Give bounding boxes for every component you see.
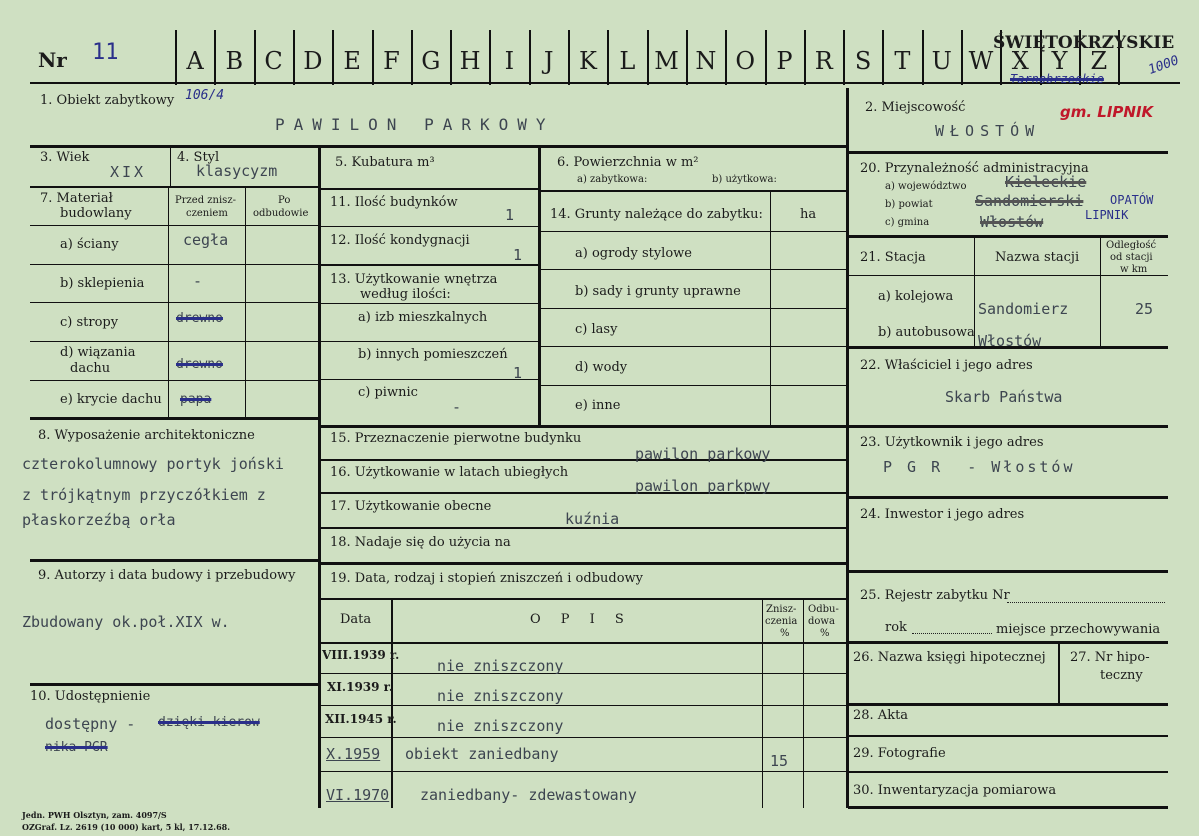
f19-row-1-desc: nie zniszczony (437, 657, 564, 675)
letter-divider (175, 30, 177, 85)
f10-label: 10. Udostępnienie (30, 689, 151, 704)
f13-c-value: - (452, 398, 462, 416)
f7-row-d-value: drewno (176, 357, 223, 372)
f6-a: a) zabytkowa: (577, 174, 648, 185)
f1-ref: 106/4 (185, 88, 225, 103)
letter-divider (725, 30, 727, 85)
f17-value: kuźnia (565, 510, 620, 528)
letter-divider (529, 30, 531, 85)
letter-divider (882, 30, 884, 85)
f7-col-before-1: Przed znisz- (175, 195, 236, 206)
f1-label: 1. Obiekt zabytkowy (40, 93, 175, 108)
divider-middle (538, 145, 541, 425)
f11-label: 11. Ilość budynków (330, 195, 458, 210)
f2-note: gm. LIPNIK (1060, 103, 1154, 121)
f7-row-c-label: c) stropy (60, 315, 119, 330)
f20-gm-note: LIPNIK (1085, 208, 1129, 222)
f20-woj-value: Kieleckie (1005, 173, 1087, 191)
f8-line-2: z trójkątnym przyczółkiem z (22, 486, 266, 504)
f7-col-after-1: Po (278, 195, 291, 206)
letter-divider (489, 30, 491, 85)
f19-col-znisz-2: czenia (765, 616, 798, 627)
letter-tab-l: L (619, 47, 636, 75)
f7-col-after-2: odbudowie (253, 208, 309, 219)
f21-col-dist-2: od stacji (1110, 252, 1153, 263)
f20-pow-note: OPATÓW (1110, 193, 1154, 207)
f19-col-odbu-1: Odbu- (808, 604, 839, 615)
f7-row-e-value: papa (180, 392, 212, 407)
letter-divider (568, 30, 570, 85)
f17-label: 17. Użytkowanie obecne (330, 499, 492, 514)
f14-item-d: d) wody (575, 360, 628, 375)
f19-row-5-date: VI.1970 (326, 786, 390, 804)
f26-label: 26. Nazwa księgi hipotecznej (853, 650, 1046, 665)
f19-row-4-desc: obiekt zaniedbany (405, 745, 559, 763)
f14-item-a: a) ogrody stylowe (575, 246, 692, 261)
f19-col-znisz-3: % (780, 628, 790, 639)
f19-col-znisz-1: Znisz- (766, 604, 797, 615)
f5-label: 5. Kubatura m³ (335, 155, 435, 170)
letter-divider (765, 30, 767, 85)
letter-tab-o: O (735, 47, 756, 75)
f6-b: b) użytkowa: (712, 174, 777, 185)
region-name: ŚWIĘTOKRZYSKIE (993, 33, 1175, 53)
letter-tab-a: A (186, 47, 204, 75)
f15-label: 15. Przeznaczenie pierwotne budynku (330, 431, 582, 446)
f7-row-e-label: e) krycie dachu (60, 392, 162, 407)
f16-label: 16. Użytkowanie w latach ubiegłych (330, 465, 569, 480)
f21-bus-name: Włostów (978, 332, 1042, 350)
letter-tab-x: X (1011, 47, 1029, 75)
f13-a: a) izb mieszkalnych (358, 310, 488, 325)
f21-bus-label: b) autobusowa (878, 325, 975, 340)
f1-value: PAWILON PARKOWY (275, 115, 555, 134)
f25-nr-dots (1007, 602, 1165, 603)
f7-label-2: budowlany (60, 206, 132, 221)
divider-right (846, 88, 849, 808)
f9-label: 9. Autorzy i data budowy i przebudowy (38, 568, 296, 583)
letter-divider (372, 30, 374, 85)
f23-label: 23. Użytkownik i jego adres (860, 435, 1044, 450)
f13-b-value: 1 (513, 364, 523, 382)
f20-gm-label: c) gmina (885, 217, 930, 228)
f21-col-dist-3: w km (1120, 264, 1148, 275)
letter-tab-u: U (931, 47, 952, 75)
f7-row-c-value: drewno (176, 311, 223, 326)
f14-item-c: c) lasy (575, 322, 618, 337)
letter-divider (607, 30, 609, 85)
f10-value: dostępny - (45, 715, 136, 733)
f13-label-2: według ilości: (360, 287, 451, 302)
f25-miejsce: miejsce przechowywania (996, 622, 1161, 637)
f22-value: Skarb Państwa (945, 388, 1063, 406)
f19-row-4-date: X.1959 (326, 745, 381, 763)
header-rule (30, 82, 1180, 84)
f19-col-odbu-2: dowa (808, 616, 835, 627)
f7-label-1: 7. Materiał (40, 191, 113, 206)
letter-tab-k: K (579, 47, 597, 75)
f19-col-opis: O P I S (530, 612, 632, 627)
letter-tab-s: S (854, 47, 872, 75)
f8-label: 8. Wyposażenie architektoniczne (38, 428, 255, 443)
f19-row-2-date: XI.1939 r. (327, 680, 394, 694)
letter-tab-w: W (968, 47, 994, 75)
f16-value: pawilon parkpwy (635, 477, 771, 495)
letter-tab-h: H (459, 47, 481, 75)
f14-item-e: e) inne (575, 398, 621, 413)
f18-label: 18. Nadaje się do użycia na (330, 535, 511, 550)
f10-struck-1: dzięki kierow (158, 715, 260, 730)
f8-line-3: płaskorzeźbą orła (22, 511, 176, 529)
f7-row-a-label: a) ściany (60, 237, 119, 252)
f14-label: 14. Grunty należące do zabytku: (550, 207, 763, 222)
f13-label-1: 13. Użytkowanie wnętrza (330, 272, 498, 287)
letter-tab-c: C (264, 47, 283, 75)
letter-tab-e: E (343, 47, 361, 75)
letter-tab-b: B (225, 47, 244, 75)
letter-divider (214, 30, 216, 85)
f20-pow-value: Sandomierski (975, 192, 1084, 210)
letter-divider (293, 30, 295, 85)
f4-value: klasycyzm (196, 162, 278, 180)
f21-col-dist-1: Odległość (1106, 240, 1157, 251)
letter-tab-t: T (894, 47, 911, 75)
f11-value: 1 (505, 206, 515, 224)
f19-row-3-date: XII.1945 r. (325, 712, 397, 726)
f14-unit: ha (800, 207, 817, 222)
f23-value: P G R - Włostów (883, 458, 1076, 476)
letter-divider (411, 30, 413, 85)
letter-divider (961, 30, 963, 85)
f13-c: c) piwnic (358, 385, 418, 400)
f28-label: 28. Akta (853, 708, 909, 723)
f15-value: pawilon parkowy (635, 445, 771, 463)
f21-rail-dist: 25 (1135, 300, 1154, 318)
f7-row-d-label-2: dachu (70, 361, 111, 376)
letter-tab-i: I (504, 47, 515, 75)
f13-b: b) innych pomieszczeń (358, 347, 508, 362)
letter-tab-r: R (814, 47, 833, 75)
f19-col-data: Data (340, 612, 372, 627)
f19-label: 19. Data, rodzaj i stopień zniszczeń i odbudowy (330, 571, 644, 586)
letter-tab-m: M (654, 47, 679, 75)
f22-label: 22. Właściciel i jego adres (860, 358, 1033, 373)
letter-tab-y: Y (1051, 47, 1068, 75)
f20-label: 20. Przynależność administracyjna (860, 161, 1089, 176)
letter-divider (332, 30, 334, 85)
region-note-struck: Tarnobrzeskie (1010, 72, 1104, 86)
letter-tab-d: D (303, 47, 323, 75)
f30-label: 30. Inwentaryzacja pomiarowa (853, 783, 1057, 798)
nr-label: Nr (38, 48, 67, 72)
f20-woj-label: a) województwo (885, 181, 967, 192)
f25-rok-dots (912, 633, 992, 634)
f20-pow-label: b) powiat (885, 199, 933, 210)
f27-label-1: 27. Nr hipo- (1070, 650, 1150, 665)
f19-row-4-znisz: 15 (770, 752, 789, 770)
f12-label: 12. Ilość kondygnacji (330, 233, 470, 248)
f3-value: XIX (110, 163, 147, 181)
f9-value: Zbudowany ok.poł.XIX w. (22, 613, 230, 631)
letter-tab-j: J (543, 47, 554, 75)
f7-row-b-value: - (193, 272, 203, 290)
f27-label-2: teczny (1100, 668, 1143, 683)
nr-value: 11 (92, 40, 119, 65)
letter-tab-n: N (695, 47, 717, 75)
letter-tab-f: F (383, 47, 400, 75)
f2-value: WŁOSTÓW (935, 122, 1041, 140)
letter-divider (686, 30, 688, 85)
f19-row-3-desc: nie zniszczony (437, 717, 564, 735)
f3-label: 3. Wiek (40, 150, 90, 165)
letter-tab-g: G (421, 47, 441, 75)
f21-rail-label: a) kolejowa (878, 289, 954, 304)
f7-row-b-label: b) sklepienia (60, 276, 145, 291)
f20-gm-value: Włostów (980, 213, 1044, 231)
letter-tab-p: P (776, 47, 793, 75)
letter-divider (843, 30, 845, 85)
f10-struck-2: nika PGR (45, 740, 108, 755)
f21-label: 21. Stacja (860, 250, 926, 265)
letter-divider (647, 30, 649, 85)
f7-row-a-value: cegła (183, 231, 229, 249)
f21-col-name: Nazwa stacji (995, 250, 1080, 265)
footer-line-2: OZGraf. Lz. 2619 (10 000) kart, 5 kl, 17.12.68. (22, 822, 230, 832)
f8-line-1: czterokolumnowy portyk joński (22, 455, 284, 473)
f21-rail-name: Sandomierz (978, 300, 1069, 318)
letter-divider (804, 30, 806, 85)
letter-divider (922, 30, 924, 85)
f4-label: 4. Styl (177, 150, 220, 165)
f2-label: 2. Miejscowość (865, 100, 966, 115)
f19-row-2-desc: nie zniszczony (437, 687, 564, 705)
f24-label: 24. Inwestor i jego adres (860, 507, 1025, 522)
f7-col-before-2: czeniem (186, 208, 228, 219)
f25-label: 25. Rejestr zabytku Nr (860, 588, 1010, 603)
f25-rok: rok (885, 620, 907, 635)
f29-label: 29. Fotografie (853, 746, 946, 761)
letter-tab-z: Z (1090, 47, 1108, 75)
f19-row-1-date: VIII.1939 r. (322, 648, 400, 662)
letter-divider (254, 30, 256, 85)
divider-left (318, 145, 321, 808)
f12-value: 1 (513, 246, 523, 264)
f6-label: 6. Powierzchnia w m² (557, 155, 699, 170)
f7-row-d-label-1: d) wiązania (60, 345, 136, 360)
footer-line-1: Jedn. PWH Olsztyn, zam. 4097/S (22, 810, 167, 820)
f19-row-5-desc: zaniedbany- zdewastowany (420, 786, 637, 804)
number-1000: 1000 (1146, 53, 1181, 78)
f14-item-b: b) sady i grunty uprawne (575, 284, 741, 299)
f19-col-odbu-3: % (820, 628, 830, 639)
letter-divider (450, 30, 452, 85)
